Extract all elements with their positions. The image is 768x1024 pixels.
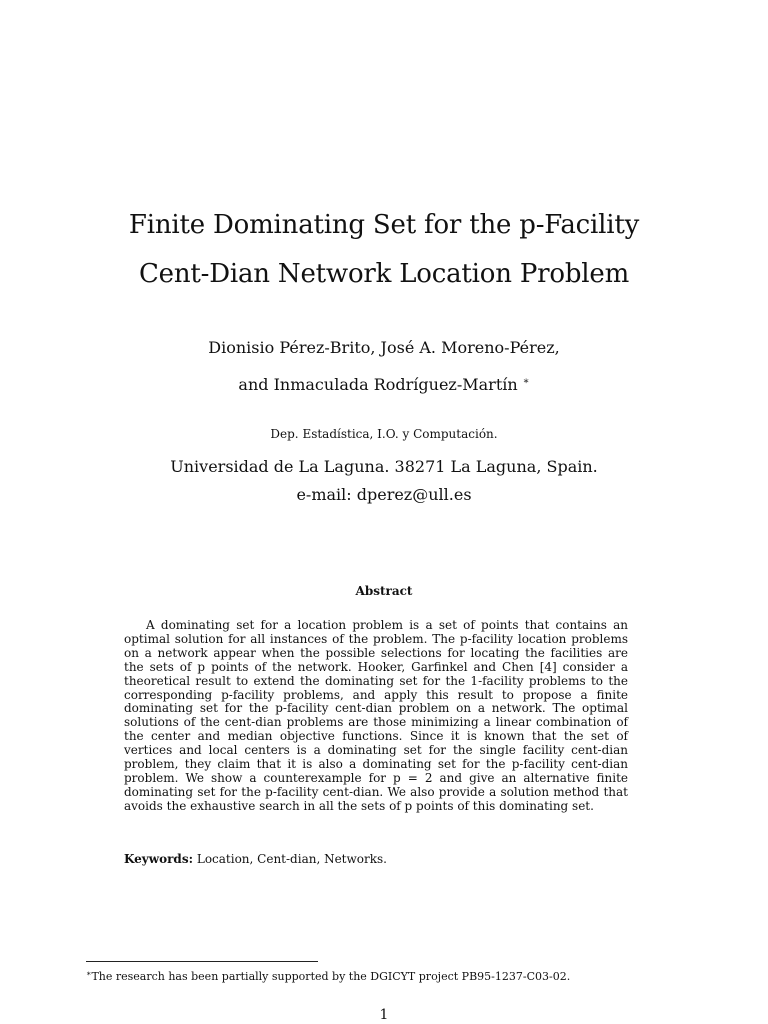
authors-line-2 [0,372,768,395]
footnote-text: The research has been partially supported by the DGICYT project PB95-1237-C03-02. [91,970,571,983]
authors-line-1: Dionisio Pérez-Brito, José A. Moreno-Pérez, [208,338,560,357]
keywords-value: Location, Cent-dian, Networks. [196,852,387,866]
footnote [86,967,686,984]
keywords-label: Keywords: [124,852,194,866]
abstract-heading: Abstract [355,584,413,598]
author-footnote-mark: ∗ [522,376,530,387]
department: Dep. Estadística, I.O. y Computación. [270,427,498,441]
title-line-2: Cent-Dian Network Location Problem [138,259,630,289]
email: e-mail: dperez@ull.es [296,485,472,504]
title-line-1: Finite Dominating Set for the p-Facility [128,210,640,240]
footnote-rule [86,961,318,962]
abstract-body: A dominating set for a location problem is a set of points that contains an optimal solution for all instances of the problem. The p-facility location problems on a network appear when the possible selections for locating the facilities are the sets of p points of the network. Hooker, Garfinkel and Chen [4] consider a theoretical result to extend the dominating set for the 1-facility problems to the corresponding p-facility problems, and apply this result to propose a finite dominating set for the p-facility cent-dian problem on a network. The optimal solutions of the cent-dian problems are those minimizing a linear combination of the center and median objective functions. Since it is known that the set of vertices and local centers is a dominating set for the single facility cent-dian problem, they claim that it is also a dominating set for the p-facility cent-dian problem. We show a counterexample for p = 2 and give an alternative finite dominating set for the p-facility cent-dian. We also provide a solution method that avoids the exhaustive search in all the sets of p points of this dominating set. [124,618,628,813]
keywords [124,851,628,867]
page-number: 1 [379,1007,389,1023]
university: Universidad de La Laguna. 38271 La Laguna, Spain. [170,457,598,476]
authors-line-2-text: and Inmaculada Rodríguez-Martín [238,375,518,394]
footnote-mark: ∗ [86,969,92,978]
